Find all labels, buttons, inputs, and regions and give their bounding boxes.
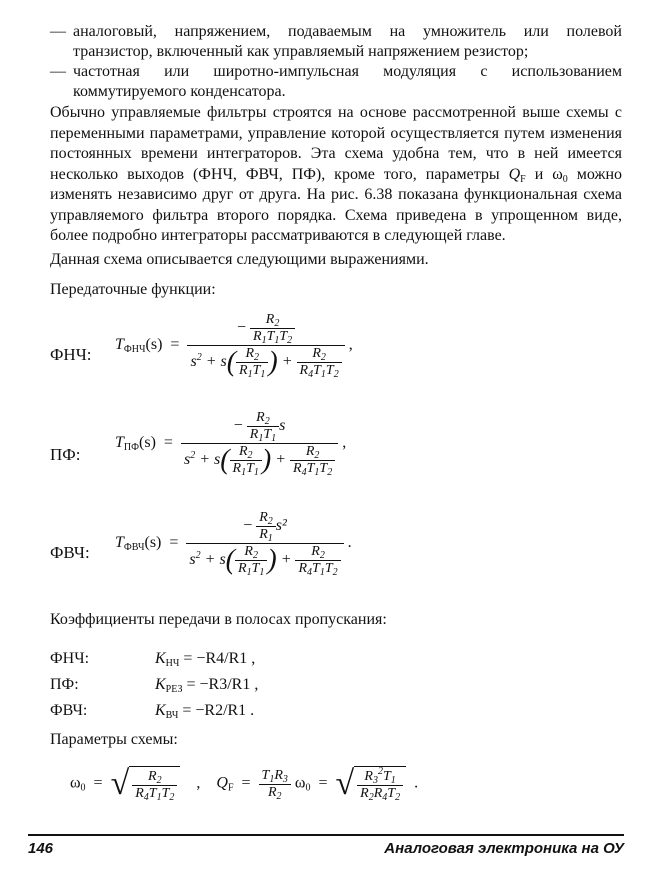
formula-lpf: $T_{ФНЧ}(s)$ = − $\frac{R_2}{R_1T_1T_2}$ $s^2 + s$( $\frac{R_2}{R_1T_1}$ ) + $\frac{R_2}{R_4T_1T_2}$ ,	[115, 312, 353, 380]
q-subscript: F	[520, 173, 526, 185]
formula-params: $\omega_0$ = √ $\frac{R_2}{R_4T_1T_2}$ , $Q_F$ = $\frac{T_1R_3}{R_2}$ $\omega_0$ = √ $\frac{R_3^2T_1}{R_2R_4T_2}$ .	[70, 765, 419, 803]
paragraph-text: Обычно управляемые фильтры строятся на основе рассмотренной выше схемы с переменными параметрами, управление которой осуществляется путем изменения постоянных времени интеграторов. Эта схема удобна тем, что в ней имеется несколько выходов (ФНЧ, ФВЧ, ПФ), кроме того, параметры	[50, 104, 622, 183]
formula-end: .	[347, 534, 352, 552]
coef-label: ПФ:	[50, 676, 79, 693]
coef-expr	[155, 676, 258, 694]
book-title: Аналоговая электроника на ОУ	[384, 840, 624, 857]
t-arg: (s)	[144, 534, 162, 552]
t-symbol: T	[115, 336, 124, 354]
paragraph-text-tail: можно изменять независимо друг от друга. На рис. 6.38 показана функциональная схема управляемого фильтра второго порядка. Схема приведена в упрощенном виде, более подробно интеграторы рассматриваются в следующей главе.	[50, 165, 623, 244]
page-footer	[28, 834, 624, 857]
formula-label-lpf: ФНЧ:	[50, 345, 92, 364]
coef-expr	[155, 702, 254, 720]
formula-label-bpf: ПФ:	[50, 445, 81, 464]
bullet-dash: —	[50, 23, 66, 40]
formula-hpf: $T_{ФВЧ}(s)$ = − $\frac{R_2}{R_1}$ s² $s^2 + s$( $\frac{R_2}{R_1T_1}$ ) + $\frac{R_2}{R_4T_1T_2}$ .	[115, 510, 352, 578]
omega-symbol: ω	[552, 165, 563, 183]
q-subscript: F	[227, 782, 234, 794]
t-symbol: T	[115, 434, 124, 452]
t-subscript: ФВЧ	[123, 542, 145, 554]
section-heading: Параметры схемы:	[50, 731, 178, 748]
num-extra: s²	[275, 517, 287, 535]
coef-label: ФНЧ:	[50, 650, 90, 667]
paragraph	[50, 103, 622, 247]
k-symbol: K	[155, 650, 166, 667]
q-symbol: Q	[508, 165, 521, 183]
omega-symbol: ω	[70, 774, 81, 792]
k-subscript: НЧ	[165, 658, 180, 669]
t-subscript: ПФ	[123, 442, 140, 454]
omega-subscript: 0	[305, 782, 311, 794]
k-expression: = −R4/R1 ,	[183, 650, 256, 667]
t-symbol: T	[115, 534, 124, 552]
bullet-dash: —	[50, 63, 66, 80]
section-heading: Коэффициенты передачи в полосах пропускания:	[50, 611, 387, 628]
list-item	[50, 62, 622, 102]
omega-symbol: ω	[294, 774, 306, 792]
omega-subscript: 0	[80, 782, 86, 794]
k-symbol: K	[155, 676, 166, 693]
k-subscript: ВЧ	[165, 710, 179, 721]
formula-end: ,	[342, 434, 347, 452]
page-number: 146	[28, 840, 54, 857]
formula-end: ,	[348, 336, 353, 354]
k-subscript: РЕЗ	[165, 684, 183, 695]
k-expression: = −R3/R1 ,	[186, 676, 259, 693]
num-extra: s	[279, 417, 286, 435]
t-arg: (s)	[139, 434, 156, 452]
coef-label: ФВЧ:	[50, 702, 88, 719]
list-item	[50, 22, 622, 62]
bullet-text: аналоговый, напряжением, подаваемым на умножитель или полевой транзистор, включенный как управляемый напряжением резистор;	[73, 23, 622, 60]
formula-label-hpf: ФВЧ:	[50, 543, 90, 562]
t-arg: (s)	[145, 336, 163, 354]
k-symbol: K	[155, 702, 166, 719]
formula-bpf: $T_{ПФ}(s)$ = − $\frac{R_2}{R_1T_1}$ s $s^2 + s$( $\frac{R_2}{R_1T_1}$ ) + $\frac{R_2}{R_4T_1T_2}$ ,	[115, 410, 347, 478]
q-symbol: Q	[216, 774, 228, 792]
bullet-text: частотная или широтно-импульсная модуляция с использованием коммутируемого конденсатора.	[73, 63, 622, 100]
paragraph: Данная схема описывается следующими выражениями.	[50, 251, 429, 268]
t-subscript: ФНЧ	[123, 344, 146, 356]
k-expression: = −R2/R1 .	[182, 702, 255, 719]
omega-subscript: 0	[562, 173, 568, 185]
and-word: и	[534, 165, 544, 183]
coef-expr	[155, 650, 255, 668]
section-heading: Передаточные функции:	[50, 281, 216, 298]
